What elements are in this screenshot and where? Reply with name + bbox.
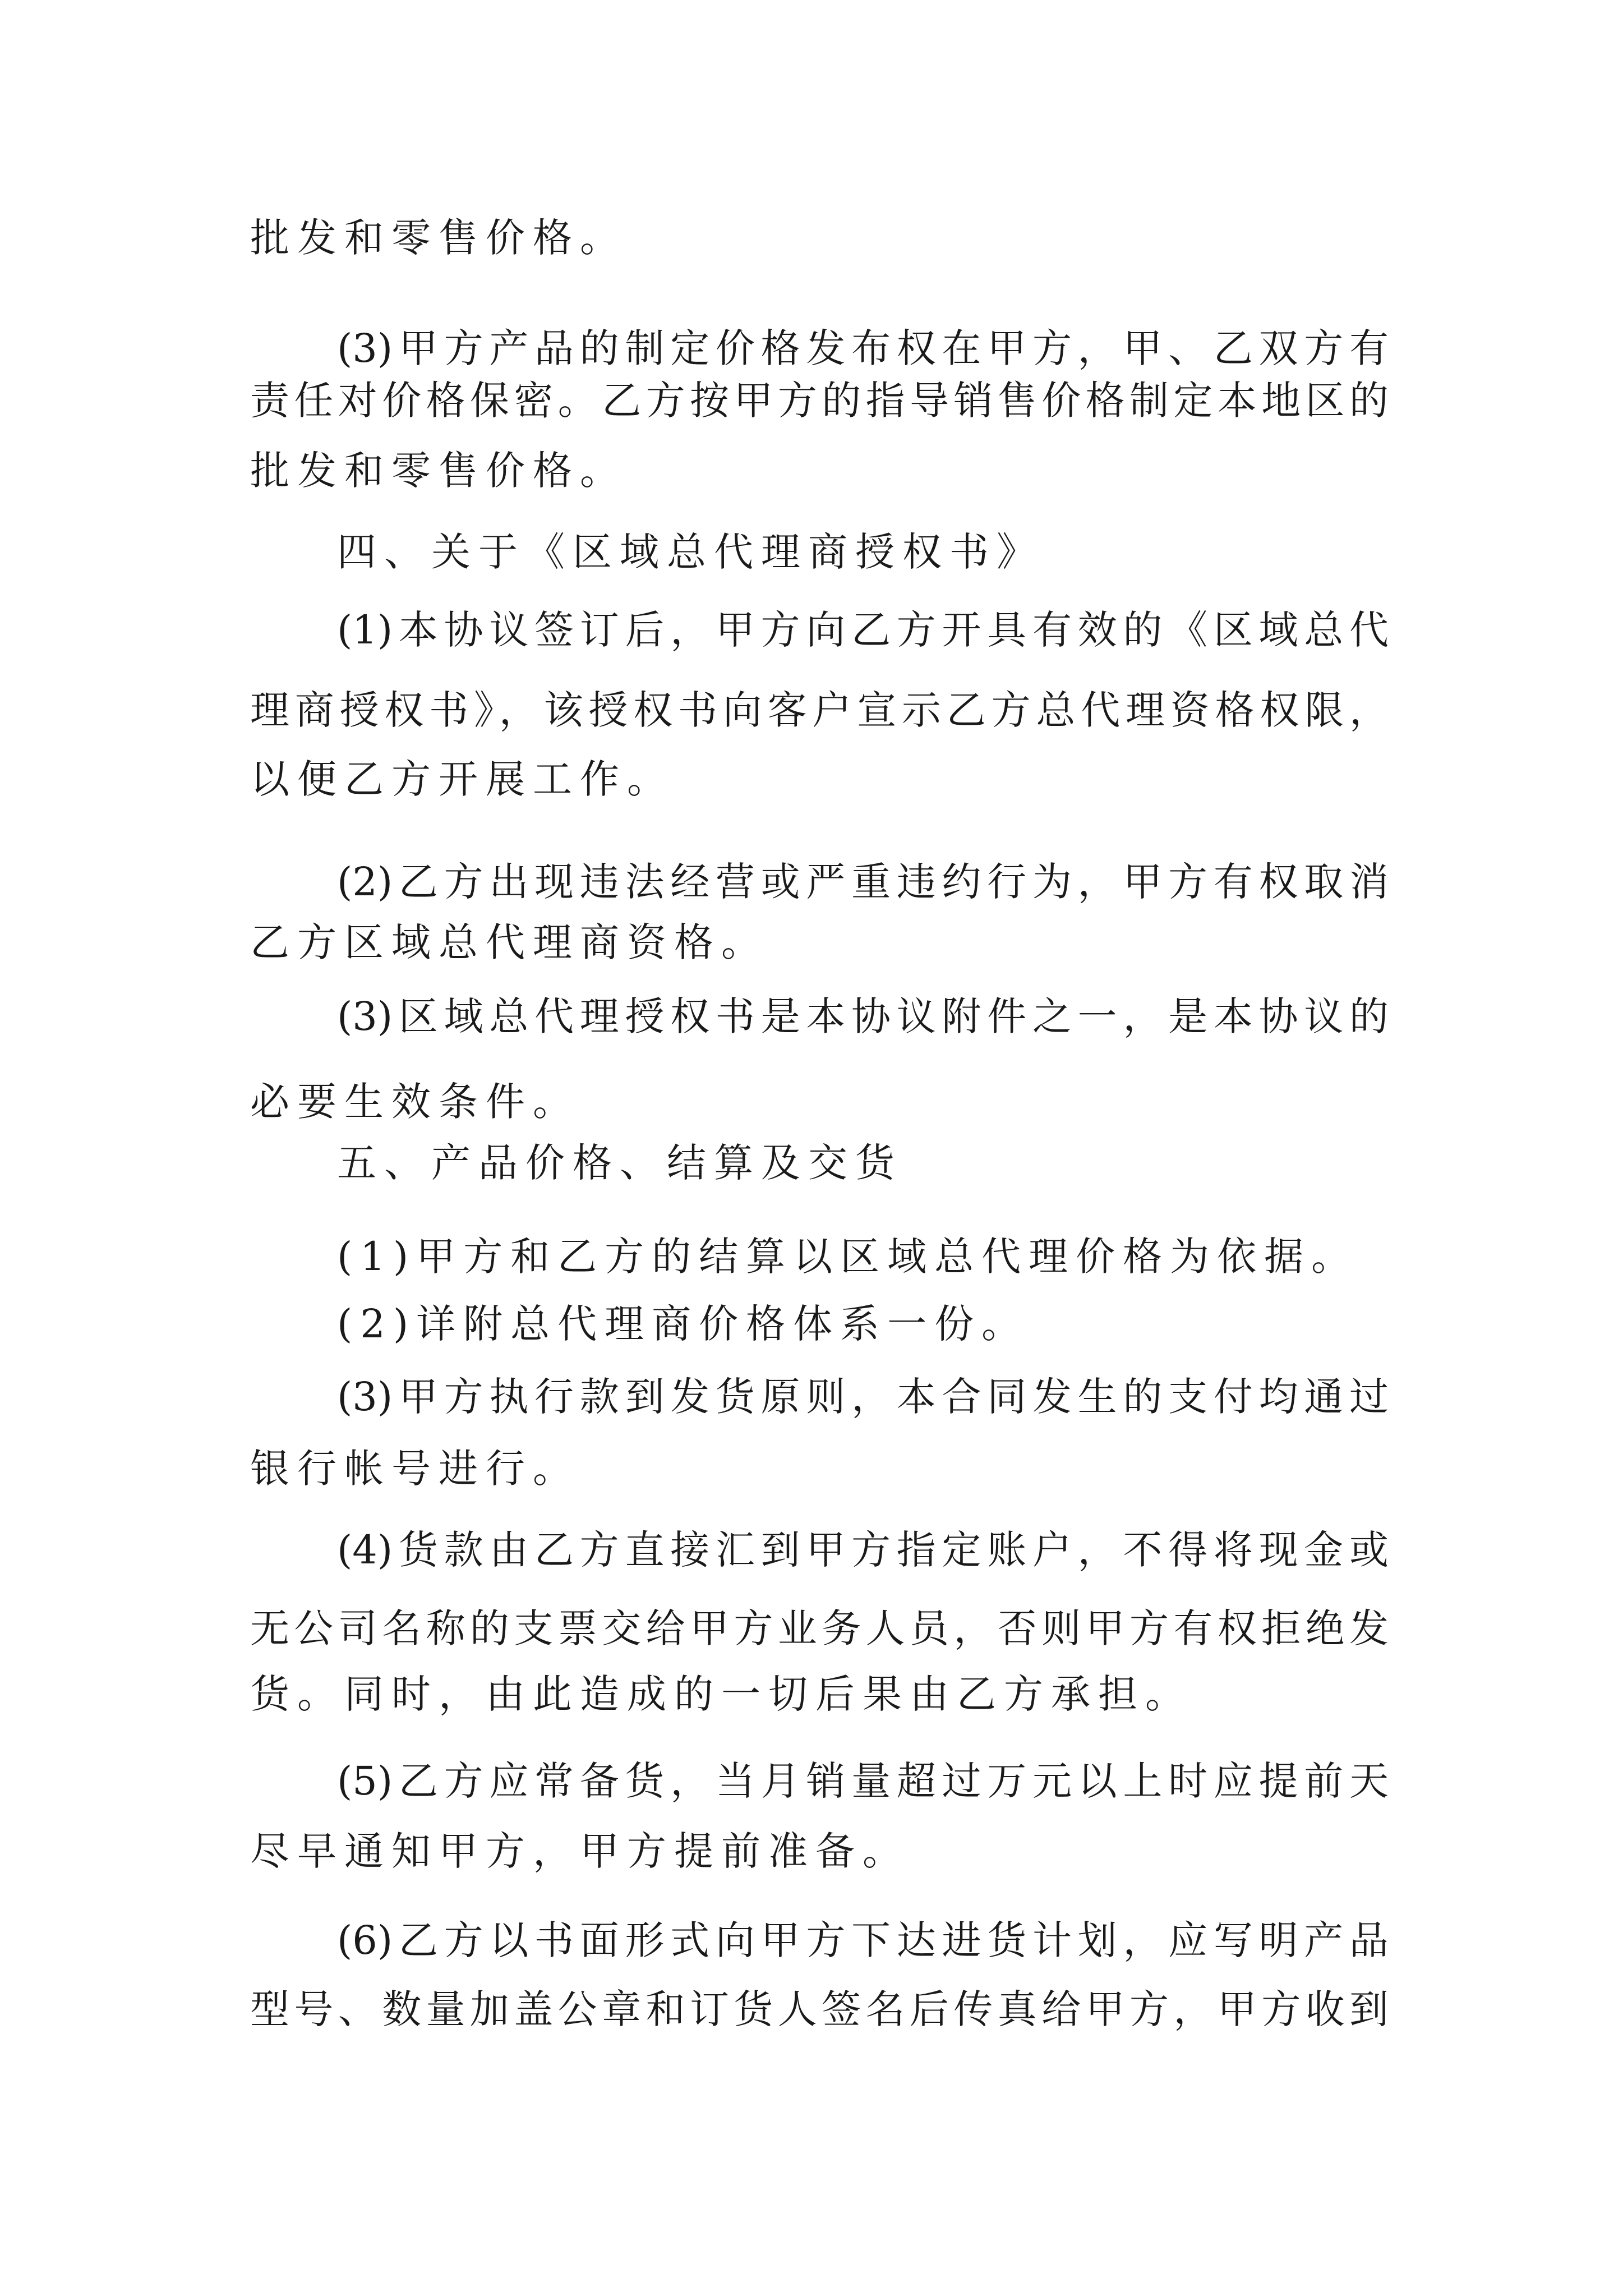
text-line: (5)乙方应常备货，当月销量超过万元以上时应提前天 bbox=[337, 1758, 1389, 1804]
text-line: (1)本协议签订后，甲方向乙方开具有效的《区域总代 bbox=[337, 607, 1389, 653]
section-heading: 四、关于《区域总代理商授权书》 bbox=[337, 529, 1044, 575]
text-line: 以便乙方开展工作。 bbox=[250, 756, 674, 802]
text-line: 批发和零售价格。 bbox=[250, 215, 627, 261]
text-line: 乙方区域总代理商资格。 bbox=[250, 919, 768, 965]
text-line: 责任对价格保密。乙方按甲方的指导销售价格制定本地区的 bbox=[250, 378, 1389, 424]
text-line: 银行帐号进行。 bbox=[250, 1446, 580, 1492]
text-line: 无公司名称的支票交给甲方业务人员，否则甲方有权拒绝发 bbox=[250, 1605, 1389, 1651]
text-line: (3)甲方执行款到发货原则，本合同发生的支付均通过 bbox=[337, 1374, 1389, 1420]
text-line: 必要生效条件。 bbox=[250, 1079, 580, 1125]
text-line: (2)乙方出现违法经营或严重违约行为，甲方有权取消 bbox=[337, 859, 1389, 905]
text-line: 货。同时，由此造成的一切后果由乙方承担。 bbox=[250, 1671, 1192, 1717]
section-heading: 五、产品价格、结算及交货 bbox=[337, 1140, 902, 1186]
text-line: (6)乙方以书面形式向甲方下达进货计划，应写明产品 bbox=[337, 1917, 1389, 1963]
text-line: (3)甲方产品的制定价格发布权在甲方，甲、乙双方有 bbox=[337, 325, 1389, 371]
text-line: (2)详附总代理商价格体系一份。 bbox=[337, 1301, 1029, 1347]
text-line: (3)区域总代理授权书是本协议附件之一，是本协议的 bbox=[337, 993, 1389, 1039]
text-line: (1)甲方和乙方的结算以区域总代理价格为依据。 bbox=[337, 1234, 1359, 1280]
text-line: (4)货款由乙方直接汇到甲方指定账户，不得将现金或 bbox=[337, 1527, 1389, 1573]
text-line: 尽早通知甲方，甲方提前准备。 bbox=[250, 1828, 910, 1874]
text-line: 型号、数量加盖公章和订货人签名后传真给甲方，甲方收到 bbox=[250, 1986, 1389, 2032]
text-line: 批发和零售价格。 bbox=[250, 448, 627, 494]
text-line: 理商授权书》，该授权书向客户宣示乙方总代理资格权限， bbox=[250, 687, 1389, 733]
